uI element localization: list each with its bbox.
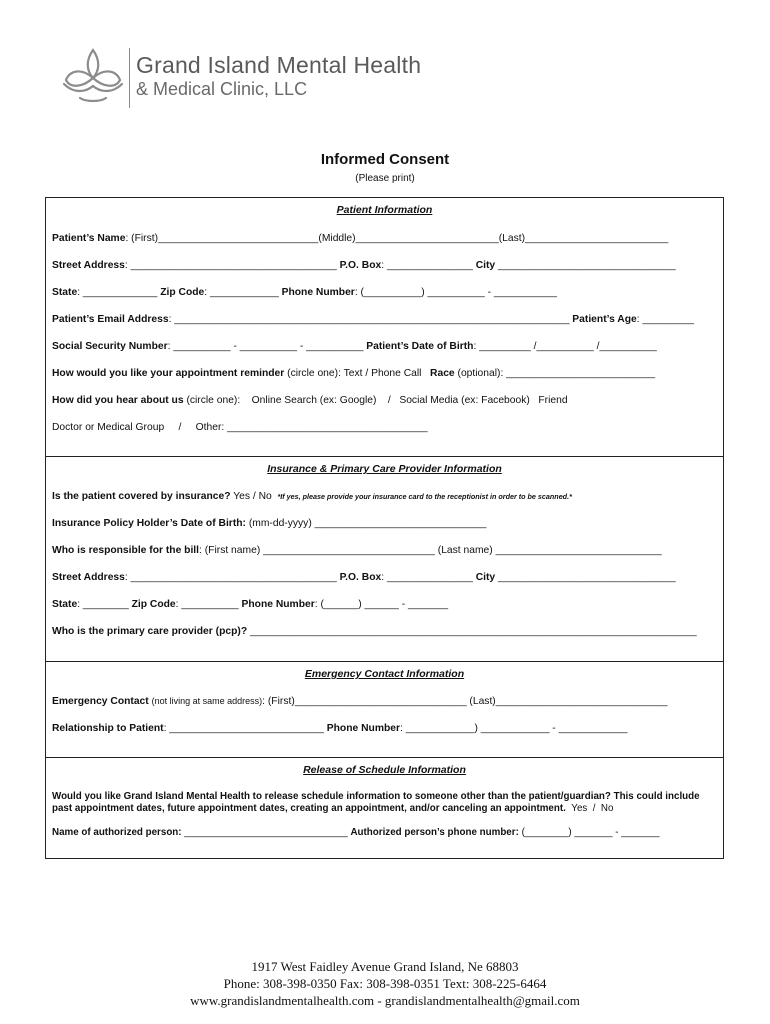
emergency-contact-section	[46, 661, 723, 758]
reminder-race-field[interactable]: How would you like your appointment reminder (circle one): Text / Phone Call Race (optional): __________________________	[52, 368, 656, 379]
footer-address: 1917 West Faidley Avenue Grand Island, Ne 68803	[251, 959, 519, 974]
state-zip-phone-field[interactable]: State: _____________ Zip Code: ____________ Phone Number: (__________) __________ - ___________	[52, 287, 557, 298]
section-title: Insurance & Primary Care Provider Information	[267, 463, 502, 475]
street-address-field[interactable]: Street Address: ____________________________________ P.O. Box: _______________ City _______________________________	[52, 260, 676, 271]
clinic-name-suffix: & Medical Clinic, LLC	[136, 79, 308, 99]
footer-web-email[interactable]: www.grandislandmentalhealth.com - grandislandmentalhealth@gmail.com	[190, 993, 580, 1008]
patient-name-field[interactable]: Patient’s Name: (First)____________________________(Middle)_________________________(Last)_________________________	[52, 233, 669, 244]
authorized-person-field[interactable]: Name of authorized person: ______________________________ Authorized person’s phone number: (________) _______ - _______	[52, 827, 660, 838]
clinic-name: Grand Island Mental Health	[136, 52, 422, 78]
referral-source-other-field[interactable]: Doctor or Medical Group / Other: ___________________________________	[52, 422, 428, 433]
billing-street-address-field[interactable]: Street Address: ____________________________________ P.O. Box: _______________ City _______________________________	[52, 572, 676, 583]
policy-holder-dob-field[interactable]: Insurance Policy Holder’s Date of Birth: (mm-dd-yyyy) ______________________________	[52, 518, 487, 529]
section-title: Emergency Contact Information	[304, 668, 465, 680]
billing-state-zip-phone-field[interactable]: State: ________ Zip Code: __________ Phone Number: (______) ______ - _______	[52, 599, 449, 610]
page-title: Informed Consent	[320, 151, 450, 168]
section-title: Patient Information	[336, 204, 433, 216]
release-consent-question[interactable]: Would you like Grand Island Mental Health to release schedule information to someone other than the patient/guardian? This could include past appointment dates, future appointment dates, creating an appointment, and/or canceling an appointment. Yes / No	[52, 791, 700, 814]
primary-care-provider-field[interactable]: Who is the primary care provider (pcp)? ______________________________________________________________________________	[52, 626, 697, 637]
clinic-logo	[60, 46, 480, 112]
release-schedule-section	[46, 757, 723, 860]
ssn-dob-field[interactable]: Social Security Number: __________ - __________ - __________ Patient’s Date of Birth: _________ /__________ /__________	[52, 341, 657, 352]
insurance-coverage-field[interactable]: Is the patient covered by insurance? Yes / No *If yes, please provide your insurance card to the receptionist in order to be scanned.*	[52, 491, 572, 502]
relationship-phone-field[interactable]: Relationship to Patient: ___________________________ Phone Number: ____________) ____________ - ____________	[52, 723, 628, 734]
section-title: Release of Schedule Information	[303, 764, 466, 776]
email-age-field[interactable]: Patient’s Email Address: _____________________________________________________________________ Patient’s Age: _________	[52, 314, 695, 325]
lotus-logo-icon	[60, 46, 126, 108]
insurance-section	[46, 456, 723, 662]
page-subtitle: (Please print)	[355, 173, 415, 184]
bill-responsible-field[interactable]: Who is responsible for the bill: (First name) ______________________________ (Last name) _____________________________	[52, 545, 662, 556]
footer-phones: Phone: 308-398-0350 Fax: 308-398-0351 Text: 308-225-6464	[223, 976, 547, 991]
patient-information-section	[46, 198, 723, 456]
consent-form	[45, 197, 724, 859]
logo-divider	[129, 48, 130, 108]
referral-source-field[interactable]: How did you hear about us (circle one): Online Search (ex: Google) / Social Media (ex: Facebook) Friend	[52, 395, 568, 406]
emergency-contact-name-field[interactable]: Emergency Contact (not living at same address): (First)______________________________ (Last)______________________________	[52, 696, 668, 707]
